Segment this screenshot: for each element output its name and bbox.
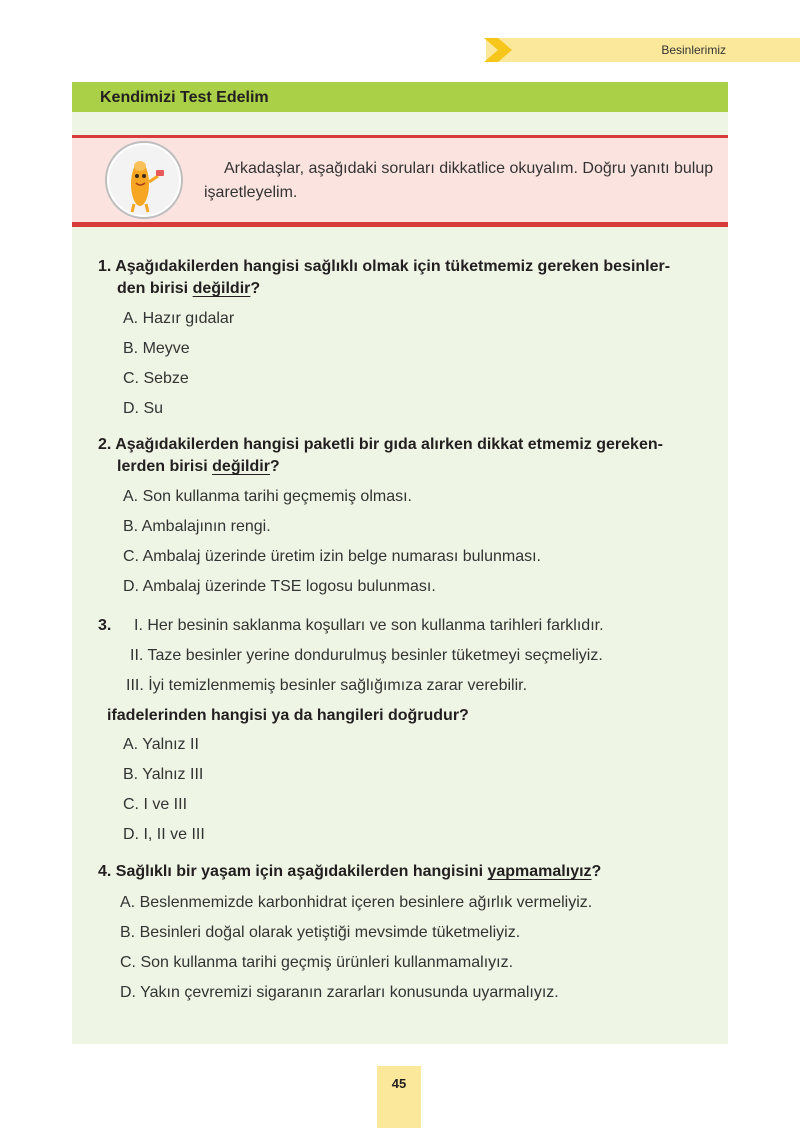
q3-statement-2: II. Taze besinler yerine dondurulmuş besinler tüketmeyi seçmeliyiz.: [130, 647, 603, 664]
q4-post: ?: [591, 863, 602, 880]
q1-option-a[interactable]: A. Hazır gıdalar: [123, 310, 235, 327]
q2-option-b[interactable]: B. Ambalajının rengi.: [123, 518, 271, 535]
q3-option-d[interactable]: D. I, II ve III: [123, 826, 205, 843]
q2-line2: [117, 458, 280, 476]
q4-option-b[interactable]: B. Besinleri doğal olarak yetiştiği mevsimde tüketmeliyiz.: [120, 924, 521, 941]
q1-option-c[interactable]: C. Sebze: [123, 370, 189, 387]
q2-line1: 2. Aşağıdakilerden hangisi paketli bir gıda alırken dikkat etmemiz gereken-: [98, 436, 663, 453]
q3-option-c[interactable]: C. I ve III: [123, 796, 188, 813]
q1-line2-pre: den birisi: [117, 280, 193, 297]
q3-statement-3: III. İyi temizlenmemiş besinler sağlığımıza zarar verebilir.: [126, 677, 528, 694]
q2-option-c[interactable]: C. Ambalaj üzerinde üretim izin belge numarası bulunması.: [123, 548, 541, 565]
q4-option-a[interactable]: A. Beslenmemizde karbonhidrat içeren besinlere ağırlık vermeliyiz.: [120, 894, 593, 911]
q1-option-d[interactable]: D. Su: [123, 400, 164, 417]
q2-emphasis: değildir: [212, 458, 270, 475]
q1-line1: 1. Aşağıdakilerden hangisi sağlıklı olmak için tüketmemiz gereken besinler-: [98, 258, 671, 275]
q4-line: [98, 863, 601, 881]
q4-option-c[interactable]: C. Son kullanma tarihi geçmiş ürünleri kullanmamalıyız.: [120, 954, 514, 971]
q4-pre: 4. Sağlıklı bir yaşam için aşağıdakilerden hangisini: [98, 863, 488, 880]
intro-text: Arkadaşlar, aşağıdaki soruları dikkatlice okuyalım. Doğru yanıtı bulup işaretleyelim.: [204, 160, 714, 201]
q3-option-a[interactable]: A. Yalnız II: [123, 736, 199, 753]
q3-number: 3.: [98, 617, 112, 634]
q4-option-d[interactable]: D. Yakın çevremizi sigaranın zararları konusunda uyarmalıyız.: [120, 984, 559, 1001]
section-title: Kendimizi Test Edelim: [100, 89, 269, 106]
mascot-icon: [104, 140, 184, 220]
q3-question: ifadelerinden hangisi ya da hangileri doğrudur?: [107, 707, 469, 724]
q2-option-a[interactable]: A. Son kullanma tarihi geçmemiş olması.: [123, 488, 412, 505]
header-tab: [486, 38, 800, 62]
q1-line2-post: ?: [250, 280, 261, 297]
q4-emphasis: yapmamalıyız: [487, 863, 592, 880]
q3-option-b[interactable]: B. Yalnız III: [123, 766, 204, 783]
q1-line2: [117, 280, 260, 298]
q2-line2-post: ?: [269, 458, 280, 475]
q2-line2-pre: lerden birisi: [117, 458, 213, 475]
header-arrow-icon: [484, 38, 512, 62]
q2-option-d[interactable]: D. Ambalaj üzerinde TSE logosu bulunması.: [123, 578, 436, 595]
page-number: 45: [391, 1076, 407, 1091]
q1-option-b[interactable]: B. Meyve: [123, 340, 190, 357]
q3-statement-1: I. Her besinin saklanma koşulları ve son kullanma tarihleri farklıdır.: [134, 617, 604, 634]
q1-emphasis: değildir: [192, 280, 251, 297]
header-label: Besinlerimiz: [661, 43, 726, 57]
